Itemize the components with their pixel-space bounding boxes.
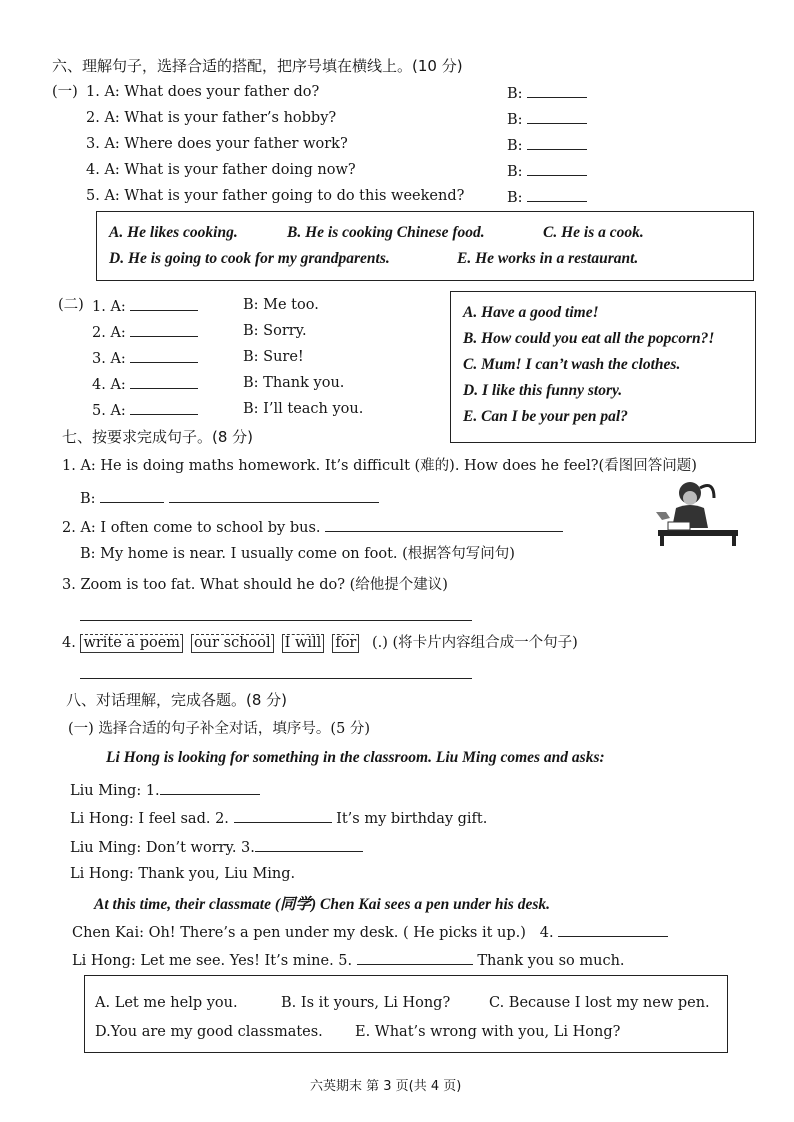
answer-b-2: B: — [507, 109, 587, 129]
answer-line[interactable] — [80, 606, 472, 621]
sec8-option-a: A. Let me help you. — [95, 995, 238, 1011]
answer-b-5: B: — [507, 187, 587, 207]
part2-q1-b: B: Me too. — [243, 297, 319, 313]
answer-b-3: B: — [507, 135, 587, 155]
answer-blank[interactable] — [558, 922, 668, 937]
answer-blank[interactable] — [527, 83, 587, 98]
answer-blank[interactable] — [160, 780, 260, 795]
part2-option-d: D. I like this funny story. — [463, 382, 623, 399]
sec8-sub1: (一) 选择合适的句子补全对话，填序号。(5 分) — [68, 721, 371, 737]
answer-blank[interactable] — [527, 135, 587, 150]
dialog-line-3: Liu Ming: Don’t worry. 3. — [70, 837, 363, 857]
dialog-line-4: Li Hong: Thank you, Liu Ming. — [70, 866, 296, 882]
part2-q1-a: 1. A: — [92, 296, 198, 316]
answer-line[interactable] — [80, 664, 472, 679]
word-card: I will — [282, 634, 325, 653]
answer-blank[interactable] — [357, 950, 473, 965]
part2-q2-a: 2. A: — [92, 322, 198, 342]
question-1: 1. A: What does your father do? — [86, 84, 320, 100]
answer-blank[interactable] — [527, 109, 587, 124]
answer-blank[interactable] — [169, 488, 379, 503]
answer-blank[interactable] — [130, 374, 198, 389]
part2-q4-b: B: Thank you. — [243, 375, 345, 391]
question-4: 4. A: What is your father doing now? — [86, 162, 356, 178]
sec7-q2-b: B: My home is near. I usually come on foot. (根据答句写问句) — [80, 546, 515, 562]
sec7-q1-answer: B: — [80, 488, 379, 508]
word-card: our school — [191, 634, 274, 653]
sec7-q3: 3. Zoom is too fat. What should he do? (给他提个建议) — [62, 577, 448, 593]
part2-q2-b: B: Sorry. — [243, 323, 307, 339]
section-8-title: 八、对话理解，完成各题。(8 分) — [66, 691, 288, 709]
option-c: C. He is a cook. — [543, 224, 644, 241]
option-a: A. He likes cooking. — [109, 224, 238, 241]
sec7-q2: 2. A: I often come to school by bus. — [62, 517, 563, 537]
part1-options-box — [96, 211, 754, 281]
part2-option-c: C. Mum! I can’t wash the clothes. — [463, 356, 681, 373]
sec8-intro-2: At this time, their classmate (同学) Chen Kai sees a pen under his desk. — [94, 896, 550, 913]
sec8-option-d: D.You are my good classmates. — [95, 1024, 323, 1040]
dialog-line-6: Li Hong: Let me see. Yes! It’s mine. 5. Thank you so much. — [72, 950, 625, 970]
answer-blank[interactable] — [130, 348, 198, 363]
question-3: 3. A: Where does your father work? — [86, 136, 348, 152]
sec8-option-b: B. Is it yours, Li Hong? — [281, 995, 451, 1011]
part2-q4-a: 4. A: — [92, 374, 198, 394]
sec8-intro: Li Hong is looking for something in the classroom. Liu Ming comes and asks: — [106, 749, 605, 766]
part1-label: (一) — [52, 84, 78, 100]
part2-option-a: A. Have a good time! — [463, 304, 599, 321]
part2-option-b: B. How could you eat all the popcorn?! — [463, 330, 715, 347]
section-6-title: 六、理解句子，选择合适的搭配，把序号填在横线上。(10 分) — [52, 57, 463, 75]
answer-blank[interactable] — [527, 161, 587, 176]
page-footer: 六英期末 第 3 页(共 4 页) — [310, 1079, 462, 1094]
sec7-q1: 1. A: He is doing maths homework. It’s difficult (难的). How does he feel?(看图回答问题) — [62, 458, 697, 474]
section-7-title: 七、按要求完成句子。(8 分) — [62, 428, 254, 446]
question-2: 2. A: What is your father’s hobby? — [86, 110, 337, 126]
option-e: E. He works in a restaurant. — [457, 250, 639, 267]
thinking-boy-picture — [648, 478, 744, 548]
answer-blank[interactable] — [527, 187, 587, 202]
answer-blank[interactable] — [100, 488, 164, 503]
answer-blank[interactable] — [130, 400, 198, 415]
part2-q3-a: 3. A: — [92, 348, 198, 368]
answer-blank[interactable] — [255, 837, 363, 852]
sec8-options-box — [84, 975, 728, 1053]
option-d: D. He is going to cook for my grandparents. — [109, 250, 390, 267]
dialog-line-2: Li Hong: I feel sad. 2. It’s my birthday gift. — [70, 808, 487, 828]
answer-blank[interactable] — [130, 296, 198, 311]
sec8-option-c: C. Because I lost my new pen. — [489, 995, 710, 1011]
part2-q5-b: B: I’ll teach you. — [243, 401, 364, 417]
question-5: 5. A: What is your father going to do this weekend? — [86, 188, 465, 204]
answer-blank[interactable] — [130, 322, 198, 337]
part2-q3-b: B: Sure! — [243, 349, 304, 365]
option-b: B. He is cooking Chinese food. — [287, 224, 485, 241]
part2-options-box — [450, 291, 756, 443]
part2-option-e: E. Can I be your pen pal? — [463, 408, 628, 425]
part2-label: (二) — [58, 297, 84, 313]
word-card: write a poem — [80, 634, 183, 653]
word-card: for — [332, 634, 359, 653]
answer-blank[interactable] — [234, 808, 332, 823]
dialog-line-5: Chen Kai: Oh! There’s a pen under my desk. ( He picks it up.) 4. — [72, 922, 668, 942]
part2-q5-a: 5. A: — [92, 400, 198, 420]
sec8-option-e: E. What’s wrong with you, Li Hong? — [355, 1024, 621, 1040]
answer-blank[interactable] — [325, 517, 563, 532]
answer-b-4: B: — [507, 161, 587, 181]
sec7-q4: 4. write a poem our school I will for (.) (将卡片内容组合成一个句子) — [62, 635, 578, 651]
dialog-line-1: Liu Ming: 1. — [70, 780, 260, 800]
answer-b-1: B: — [507, 83, 587, 103]
